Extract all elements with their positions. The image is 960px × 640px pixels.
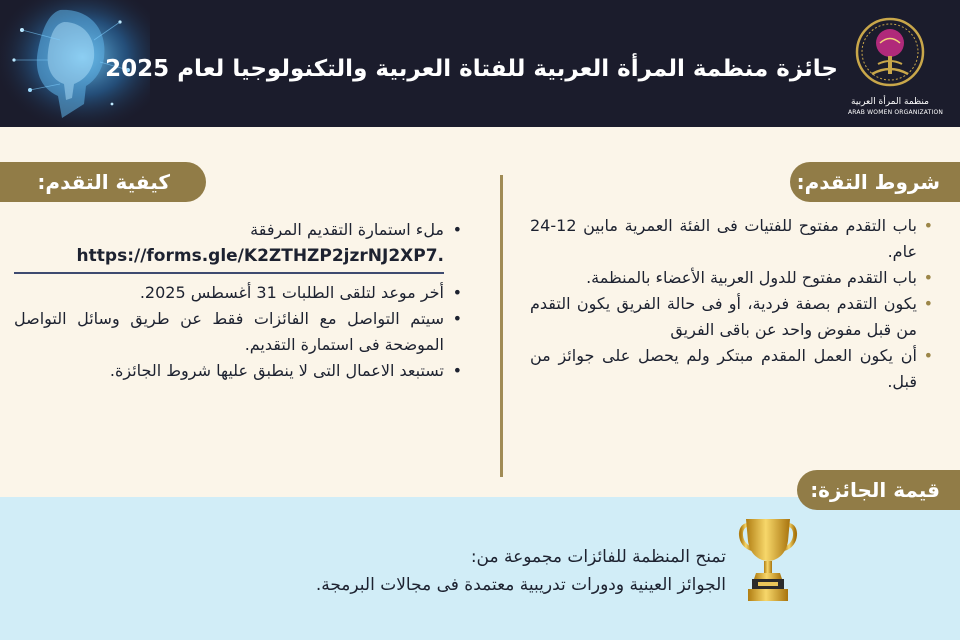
conditions-heading: شروط التقدم: <box>790 162 960 202</box>
page-title: جائزة منظمة المرأة العربية للفتاة العربية والتكنولوجيا لعام 2025 <box>105 56 838 82</box>
logo-text-english: ARAB WOMEN ORGANIZATION <box>848 109 944 116</box>
condition-item-team: • يكون التقدم بصفة فردية، أو فى حالة الفريق يكون التقدم من قبل مفوض واحد عن باقى الفريق <box>530 291 917 343</box>
apply-item-deadline: • أخر موعد لتلقى الطلبات 31 أغسطس 2025. <box>14 280 444 306</box>
prize-description <box>232 543 726 599</box>
apply-item-exclusion: • تستبعد الاعمال التى لا ينطبق عليها شروط الجائزة. <box>14 358 444 384</box>
trophy-icon <box>736 515 800 607</box>
apply-item-contact: • سيتم التواصل مع الفائزات فقط عن طريق وسائل التواصل الموضحة فى استمارة التقديم. <box>14 306 444 358</box>
apply-list <box>14 217 444 384</box>
condition-item-age: • باب التقدم مفتوح للفتيات فى الفئة العمرية مابين 12-24 عام. <box>530 213 917 265</box>
prize-heading: قيمة الجائزة: <box>797 470 960 510</box>
prize-line-2: الجوائز العينية ودورات تدريبية معتمدة فى مجالات البرمجة. <box>315 575 726 595</box>
apply-item-form <box>14 217 444 274</box>
column-divider <box>500 175 503 477</box>
prize-line-1: تمنح المنظمة للفائزات مجموعة من: <box>470 547 726 567</box>
condition-item-original: • أن يكون العمل المقدم مبتكر ولم يحصل على جوائز من قبل. <box>530 343 917 395</box>
logo-text-arabic: منظمة المرأة العربية <box>851 97 929 107</box>
conditions-list <box>530 213 917 395</box>
apply-heading: كيفية التقدم: <box>0 162 206 202</box>
apply-item-form-text: ملء استمارة التقديم المرفقة <box>250 220 444 239</box>
application-form-link[interactable]: https://forms.gle/K2ZTHZP2jzrNJ2XP7. <box>14 243 444 274</box>
header-banner <box>0 0 960 127</box>
condition-item-countries: • باب التقدم مفتوح للدول العربية الأعضاء بالمنظمة. <box>530 265 917 291</box>
